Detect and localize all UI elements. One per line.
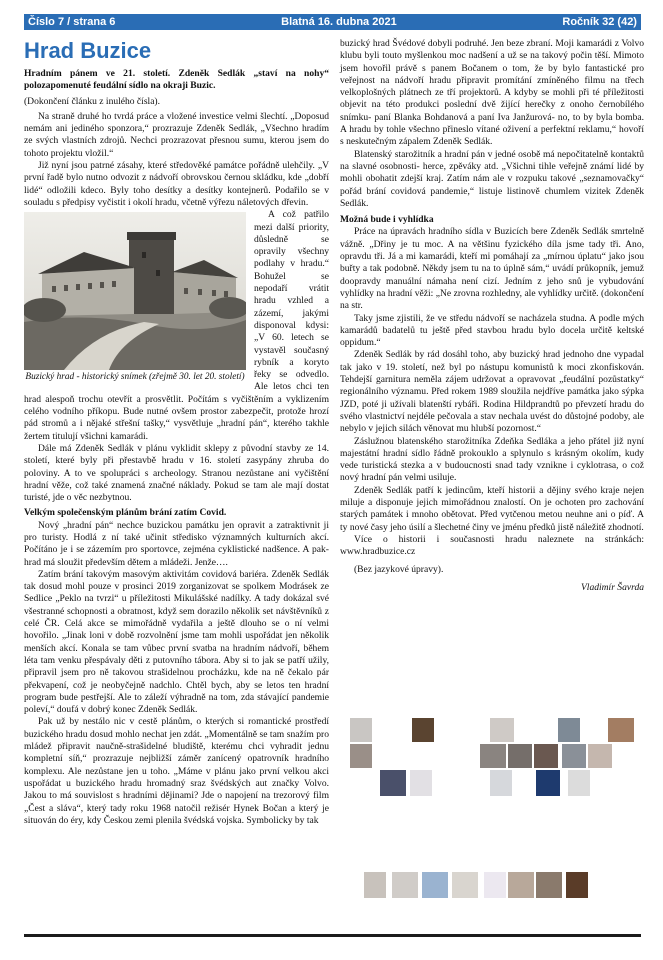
paragraph: Již nyní jsou patrné zásahy, které středověké památce pořádně ulehčily. „V první řadě bylo nutno odvozit z nádvoří obrovskou černou skládku, kde „dobří lidé“ odložili kdeco. Byly toho desítky a desítky kontejnerů. Podařilo se v souladu s předpisy vyčistit i okolí hradu, včetně výřezu náletových dřevin. [24,160,329,208]
volume-number: Ročník 32 (42) [562,16,637,28]
paragraph: Na straně druhé ho tvrdá práce a vložené investice velmi šlechtí. „Doposud nemám ani jediného sponzora,“ prozrazuje Zdeněk Sedlák, „Všechno hradím ze svých vlastních zdrojů. Nechci prozrazovat přesnou sumu, kterou jsem do tohoto projektu vložil.“ [24,110,329,159]
paragraph: A což patřilo mezi další priority, důsledně se opravily všechny podlahy v hradu.“ Bohužel se nepodaří vrátit hradu vzhled a zázemí, jakými disponoval kdysi: „V 60. letech se vystavěl současný rybník a koryto řeky se odvedlo. Ale letos chci ten hrad alespoň trochu otevřít a prosvětlit. Počítám s vyčištěním a vyklizením celého vodního příkopu. Bude nutné ovšem prostor zabezpečit, protože hrozí pád stromů a i nějaké střešní tašky,“ vysvětluje „hradní pán“, kterého takhle žertem titulují všichni kamarádi. [24,209,329,442]
article-lead: Hradním pánem ve 21. století. Zdeněk Sedlák „staví na nohy“ polozapomenuté feudální sídlo na okraji Buzic. [24,68,329,92]
paragraph: buzický hrad Švédové dobyli podruhé. Jen beze zbraní. Moji kamarádi z Volvo klubu byli touto myšlenkou moc nadšení a už se na takový počin těší. Mimoto jsem hovořil právě s panem Bočanem o tom, že by bylo fantastické pro veřejnost na nádvoří hradu připravit promítání zmíněného filmu na třech velkoplošných plátnech ze tří projektorů. A kdyby se mohli při té příležitosti objevit na této produkci poslední dvě žijící herečky z onoho černobílého snímku- paní Blanka Bohdanová a paní Iva Janžurová- no, to by byla bomba. A hradu by tohle všechno přineslo vítané oživení a perfektní reklamu,“ hovoří s neskutečným zápalem Zdeněk Sedlák. [340,38,644,148]
paragraph: Pak už by nestálo nic v cestě plánům, o kterých si romantické prostředí buzického hradu dosud mohlo nechat jen zdát. „Momentálně se tam snažím pro mládež připravit naučně-strašidelné bludiště, kterému chci vyhradit jednu kompletní síň,“ prozrazuje nejbližší záměr zanícený opatrovník hradního komplexu. Ale nezůstane jen u toho. „Máme v plánu jako první velkou akci uspořádat u buzického hradu hromadný sraz švédských aut značky Volvo. Jakou to má souvislost s hradními dějinami? Jde o napojení na trezorový film „Čest a sláva“, který tady roku 1968 natočil režisér Hynek Bočan a který je situován do éry, kdy Českou zemi plenila švédská vojska. Symbolicky by tak [24,716,329,826]
castle-photo-figure [24,212,246,384]
page-header [24,14,641,30]
paragraph: Zdeněk Sedlák patří k jedincům, kteří historii a dějiny svého kraje nejen miluje a disponuje jejich mimořádnou znalostí. On je ochoten pro zachování starých památek i mnoho obětovat. Před vytčenou metou neuhne ani o píď. A ty nové časy jeho úsilí a šlechetné činy ve jménu předků jistě náležitě zhodnotí. [340,484,644,533]
photo-caption: Buzický hrad - historický snímek (zřejmě 30. let 20. století) [25,372,245,383]
section-heading: Možná bude i vyhlídka [340,214,434,226]
continuation-note: (Dokončení článku z inulého čísla). [24,95,160,107]
right-column [340,38,644,594]
paragraph: Zdeněk Sedlák by rád dosáhl toho, aby buzický hrad jednoho dne vypadal tak jako v 19. století, než byl po nástupu komunistů k moci zkonfiskován. Tehdejší garnitura neměla zájem udržovat a opravovat „feudální pozůstatky“ regionálního významu. Před rokem 1989 sloužila nejdříve památka jako sýpka JZD, poté ji užívali blatenští rybáři. Rodina Hildprandtů po převzetí hradu do svého vlastnictví nejdéle pečovala a stav nechala uvést do důstojné podoby, ale nebylo v jejich silách věnovat mu hlubší pozornost.“ [340,349,644,435]
paragraph: Taky jsme zjistili, že ve středu nádvoří se nacházela studna. A podle mých kamarádů badatelů tu ještě před stavbou hradu bylo docela určitě keltské oppidum.“ [340,312,644,349]
paragraph: Záslužnou blatenského starožitníka Zdeňka Sedláka a jeho přátel již nyní majestátní hradní sídlo řádně prokouklo a splynulo s krásným okolím, kudy vede turistická stezka a v budoucnosti snad tady vznikne i cyklotrasa, o což nový hradní pán velmi usiluje. [340,435,644,484]
left-column [24,38,329,827]
castle-photo [24,212,246,370]
paragraph: Zatím brání takovým masovým aktivitám covidová bariéra. Zdeněk Sedlák tak dosud mohl pouze v prosinci 2019 zorganizovat se spolkem Modrásek ze Sedlice „Peklo na tvrzi“ u příležitosti Mikulášské nadílky. A tady dokázal své všestranné schopnosti a obratnost, když sem dorazilo několik set návštěvníků z celé ČR. Celá akce se mimořádně vydařila a ještě dlouho se o ní velmi hovořilo. „Jinak loni v době rozvolnění jsme tam mohli uspořádat jen několik menších akcí. Konala se tam vůbec první svatba na hradním nádvoří, během léta tam venku přespávaly děti z putovního tábora. Aby si to jak se patří užily, připravil jsem pro ně takovou strašidelnou procházku, kde na ně čekalo pár překvapení, což je neobyčejně nadchlo. Chtěl bych, aby se letos ten hradní program bude pestřejší. Ale to záleží výhradně na tom, zda stávající pandemie poleví,“ doufá v dobrý konec Zdeněk Sedlák. [24,568,329,716]
section-heading: Velkým společenským plánům brání zatím Covid. [24,507,227,519]
paragraph: (Bez jazykové úpravy). [354,564,444,576]
article-title: Hrad Buzice [24,38,152,63]
paragraph: Více o historii i současnosti hradu naleznete na stránkách: www.hradbuzice.cz [340,533,644,558]
pixelated-advertisement [340,712,644,922]
author-signature: Vladimír Šavrda [580,581,644,593]
paragraph: Práce na úpravách hradního sídla v Buzicích bere Zdeněk Sedlák smrtelně vážně. „Dřiny je tu moc. A na většinu fyzického díla jsme tady tři. Ano, opravdu tři. Já a mi kamarádi, kteří mi pomáhají za „mírnou úplatu“ jako jsou buřty a tak podobně. Někdy jsem tu na to úplně sám,“ uvádí průkopník, jemuž doopravdy manuální námaha není cizí. Jedním z jeho snů je vybudování vyhlídky na hradní věži: „Ne zrovna rozhledny, ale vyhlídky určitě. (dokončení na str. [340,226,644,312]
paragraph: Nový „hradní pán“ nechce buzickou památku jen opravit a zatraktivnit ji pro turisty. Hodlá z ní také učinit středisko významných kulturních akcí. Počítáno je i se zázemím pro sportovce, zejména cyklistické nadšence. A pak- hrad má sloužit především dětem a mládeži. Jenže…. [24,519,329,568]
issue-number: Číslo 7 / strana 6 [28,16,116,28]
bottom-rule [24,934,641,937]
paragraph: Blatenský starožitník a hradní pán v jedné osobě má nepočitatelně kontaktů na slavné osobnosti- herce, zpěváky atd. „Všichni tihle veřejně známí lidé by mohli obohatit zdejší kraj. Zatím nám ale v rozpuku takové „seznamovačky“ pořád brání covidová pandemie,“ listuje listinově chumlem vizitek Zdeněk Sedlák. [340,148,644,209]
paragraph: Dále má Zdeněk Sedlák v plánu vyklidit sklepy z původní stavby ze 14. století, které byly při přestavbě hradu v 16. století zasypány zhruba do poloviny. A to ve spolupráci s archeology. Stranou nezůstane ani vyčištění hradní věže, což také znamená značné náklady. Pokud se tam ale mají dostat turisté, jde o věc nezbytnou. [24,442,329,504]
place-date: Blatná 16. dubna 2021 [281,16,397,28]
